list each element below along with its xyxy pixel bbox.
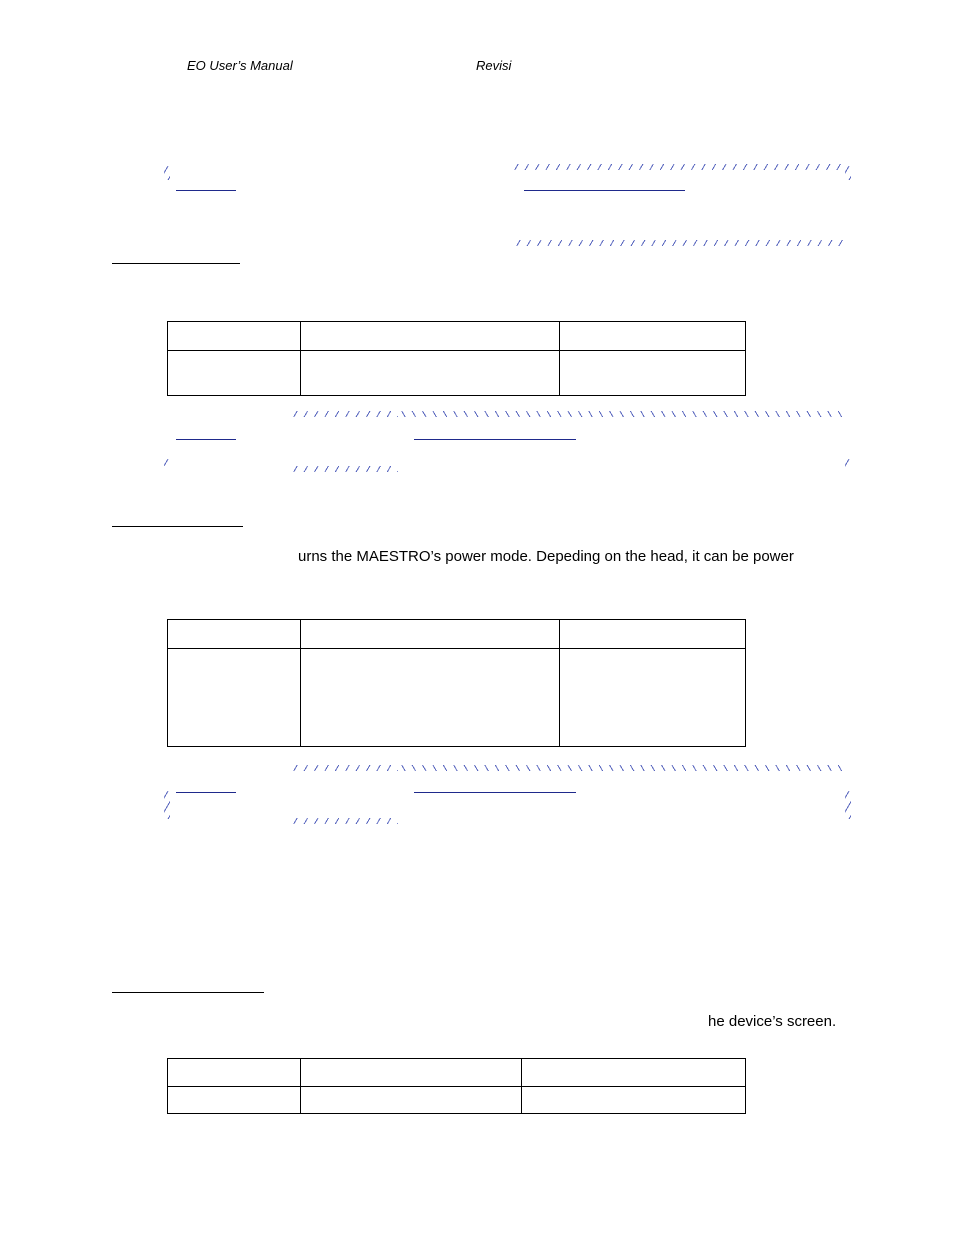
reference-mark — [845, 791, 851, 819]
reference-mark — [513, 164, 843, 170]
reference-mark — [164, 791, 170, 819]
table-cell — [168, 620, 301, 649]
reference-mark — [845, 459, 851, 469]
manual-title: EO User’s Manual — [187, 58, 293, 73]
table-cell — [301, 649, 560, 747]
table-cell — [522, 1087, 746, 1114]
reference-mark — [292, 818, 398, 824]
table-cell — [168, 649, 301, 747]
cross-reference-link[interactable] — [524, 190, 685, 191]
table-cell — [522, 1059, 746, 1087]
section-heading-rule — [112, 992, 264, 993]
section-body-text: urns the MAESTRO’s power mode. Depeding on the head, it can be power — [298, 548, 794, 565]
table-cell — [168, 322, 301, 351]
cross-reference-link[interactable] — [414, 792, 576, 793]
table-cell — [560, 620, 746, 649]
table-cell — [301, 620, 560, 649]
reference-mark — [400, 411, 843, 417]
reference-mark — [164, 166, 170, 180]
command-table — [167, 321, 746, 396]
reference-mark — [292, 466, 398, 472]
reference-mark — [164, 459, 170, 466]
table-cell — [560, 649, 746, 747]
table-cell — [168, 1059, 301, 1087]
table-cell — [301, 1059, 522, 1087]
table-cell — [560, 322, 746, 351]
cross-reference-link[interactable] — [414, 439, 576, 440]
cross-reference-link[interactable] — [176, 439, 236, 440]
reference-mark — [515, 240, 848, 246]
table-cell — [168, 1087, 301, 1114]
table-cell — [301, 351, 560, 396]
command-table — [167, 1058, 746, 1114]
cross-reference-link[interactable] — [176, 792, 236, 793]
table-cell — [301, 322, 560, 351]
command-table — [167, 619, 746, 747]
reference-mark — [292, 411, 398, 417]
reference-mark — [292, 765, 398, 771]
revision-label: Revisi — [476, 58, 512, 73]
section-heading-rule — [112, 526, 243, 527]
section-heading-rule — [112, 263, 240, 264]
cross-reference-link[interactable] — [176, 190, 236, 191]
table-cell — [168, 351, 301, 396]
section-body-text: he device’s screen. — [708, 1013, 837, 1030]
reference-mark — [400, 765, 843, 771]
reference-mark — [845, 166, 851, 180]
table-cell — [560, 351, 746, 396]
table-cell — [301, 1087, 522, 1114]
